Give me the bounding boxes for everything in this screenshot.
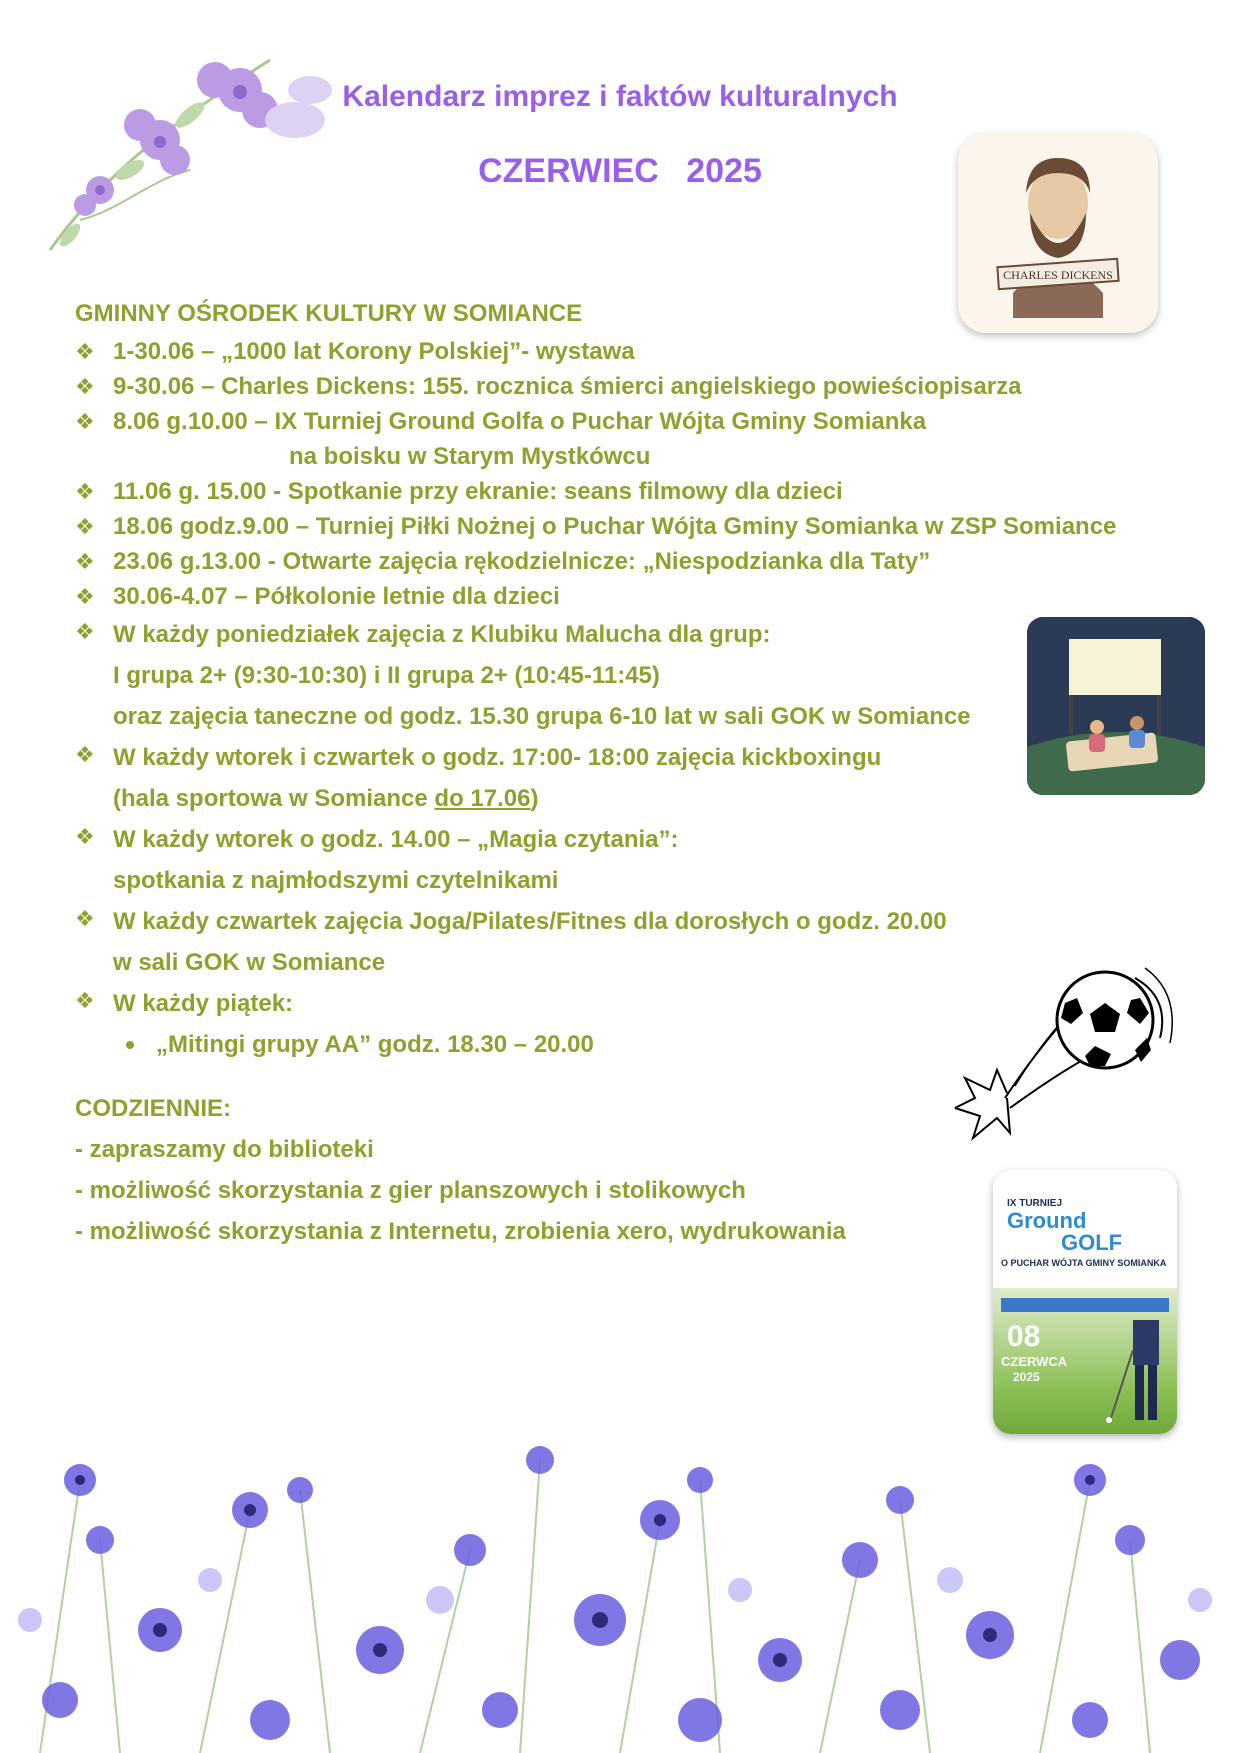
golfer-icon bbox=[1103, 1320, 1173, 1430]
diamond-bullet-icon: ❖ bbox=[75, 906, 95, 931]
bullet-dot-icon bbox=[126, 1041, 134, 1049]
soccer-ball-icon bbox=[935, 958, 1175, 1158]
purple-flowers-decoration bbox=[40, 20, 360, 270]
list-item: ❖ W każdy wtorek i czwartek o godz. 17:00- 18:00 zajęcia kickboxingu (hala sportowa w Somiance do 17.06) bbox=[75, 737, 1195, 819]
daily-heading: CODZIENNIE: bbox=[75, 1095, 231, 1122]
diamond-bullet-icon: ❖ bbox=[75, 619, 95, 644]
list-item: ❖ 23.06 g.13.00 - Otwarte zajęcia rękodzielnicze: „Niespodzianka dla Taty” bbox=[75, 544, 1195, 579]
list-item: ❖ 30.06-4.07 – Półkolonie letnie dla dzieci bbox=[75, 579, 1195, 614]
diamond-bullet-icon: ❖ bbox=[75, 374, 95, 399]
daily-item: - możliwość skorzystania z Internetu, zrobienia xero, wydrukowania bbox=[75, 1218, 846, 1245]
diamond-bullet-icon: ❖ bbox=[75, 824, 95, 849]
diamond-bullet-icon: ❖ bbox=[75, 988, 95, 1013]
diamond-bullet-icon: ❖ bbox=[75, 584, 95, 609]
diamond-bullet-icon: ❖ bbox=[75, 479, 95, 504]
diamond-bullet-icon: ❖ bbox=[75, 409, 95, 434]
outdoor-cinema-illustration bbox=[1027, 617, 1205, 795]
page-title: Kalendarz imprez i faktów kulturalnych bbox=[342, 80, 898, 113]
dickens-caption: CHARLES DICKENS bbox=[1003, 268, 1113, 282]
month-title: CZERWIEC 2025 bbox=[478, 152, 762, 190]
list-item: ❖ 18.06 godz.9.00 – Turniej Piłki Nożnej o Puchar Wójta Gminy Somianka w ZSP Somiance bbox=[75, 509, 1195, 544]
diamond-bullet-icon: ❖ bbox=[75, 742, 95, 767]
ground-golf-poster: IX TURNIEJ Ground GOLF O PUCHAR WÓJTA GMINY SOMIANKA 08 CZERWCA 2025 bbox=[993, 1170, 1177, 1434]
list-item: ❖ 11.06 g. 15.00 - Spotkanie przy ekranie: seans filmowy dla dzieci bbox=[75, 474, 1195, 509]
movie-screen-icon bbox=[1027, 617, 1205, 795]
list-item: ❖ 8.06 g.10.00 – IX Turniej Ground Golfa o Puchar Wójta Gminy Somianka na boisku w Starym Mystkówcu bbox=[75, 404, 1195, 474]
list-item: ❖ W każdy czwartek zajęcia Joga/Pilates/Fitnes dla dorosłych o godz. 20.00 w sali GOK w Somiance bbox=[75, 901, 1195, 983]
daily-item: - zapraszamy do biblioteki bbox=[75, 1136, 374, 1163]
list-item: „Mitingi grupy AA” godz. 18.30 – 20.00 bbox=[120, 1024, 1195, 1066]
list-item: ❖ W każdy piątek: bbox=[75, 983, 1195, 1024]
list-item: ❖ 1-30.06 – „1000 lat Korony Polskiej”- wystawa bbox=[75, 334, 1195, 369]
daily-item: - możliwość skorzystania z gier planszowych i stolikowych bbox=[75, 1177, 746, 1204]
list-item: ❖ W każdy poniedziałek zajęcia z Klubiku Malucha dla grup: I grupa 2+ (9:30-10:30) i II grupa 2+ (10:45-11:45) oraz zajęcia taneczne od godz. 15.30 grupa 6-10 lat w sali GOK w Somiance bbox=[75, 614, 1195, 737]
list-item: ❖ W każdy wtorek o godz. 14.00 – „Magia czytania”: spotkania z najmłodszymi czytelnikami bbox=[75, 819, 1195, 901]
list-item: ❖ 9-30.06 – Charles Dickens: 155. rocznica śmierci angielskiego powieściopisarza bbox=[75, 369, 1195, 404]
diamond-bullet-icon: ❖ bbox=[75, 549, 95, 574]
diamond-bullet-icon: ❖ bbox=[75, 514, 95, 539]
cornflowers-decoration bbox=[0, 1420, 1240, 1753]
diamond-bullet-icon: ❖ bbox=[75, 339, 95, 364]
section-heading: GMINNY OŚRODEK KULTURY W SOMIANCE bbox=[75, 300, 583, 327]
